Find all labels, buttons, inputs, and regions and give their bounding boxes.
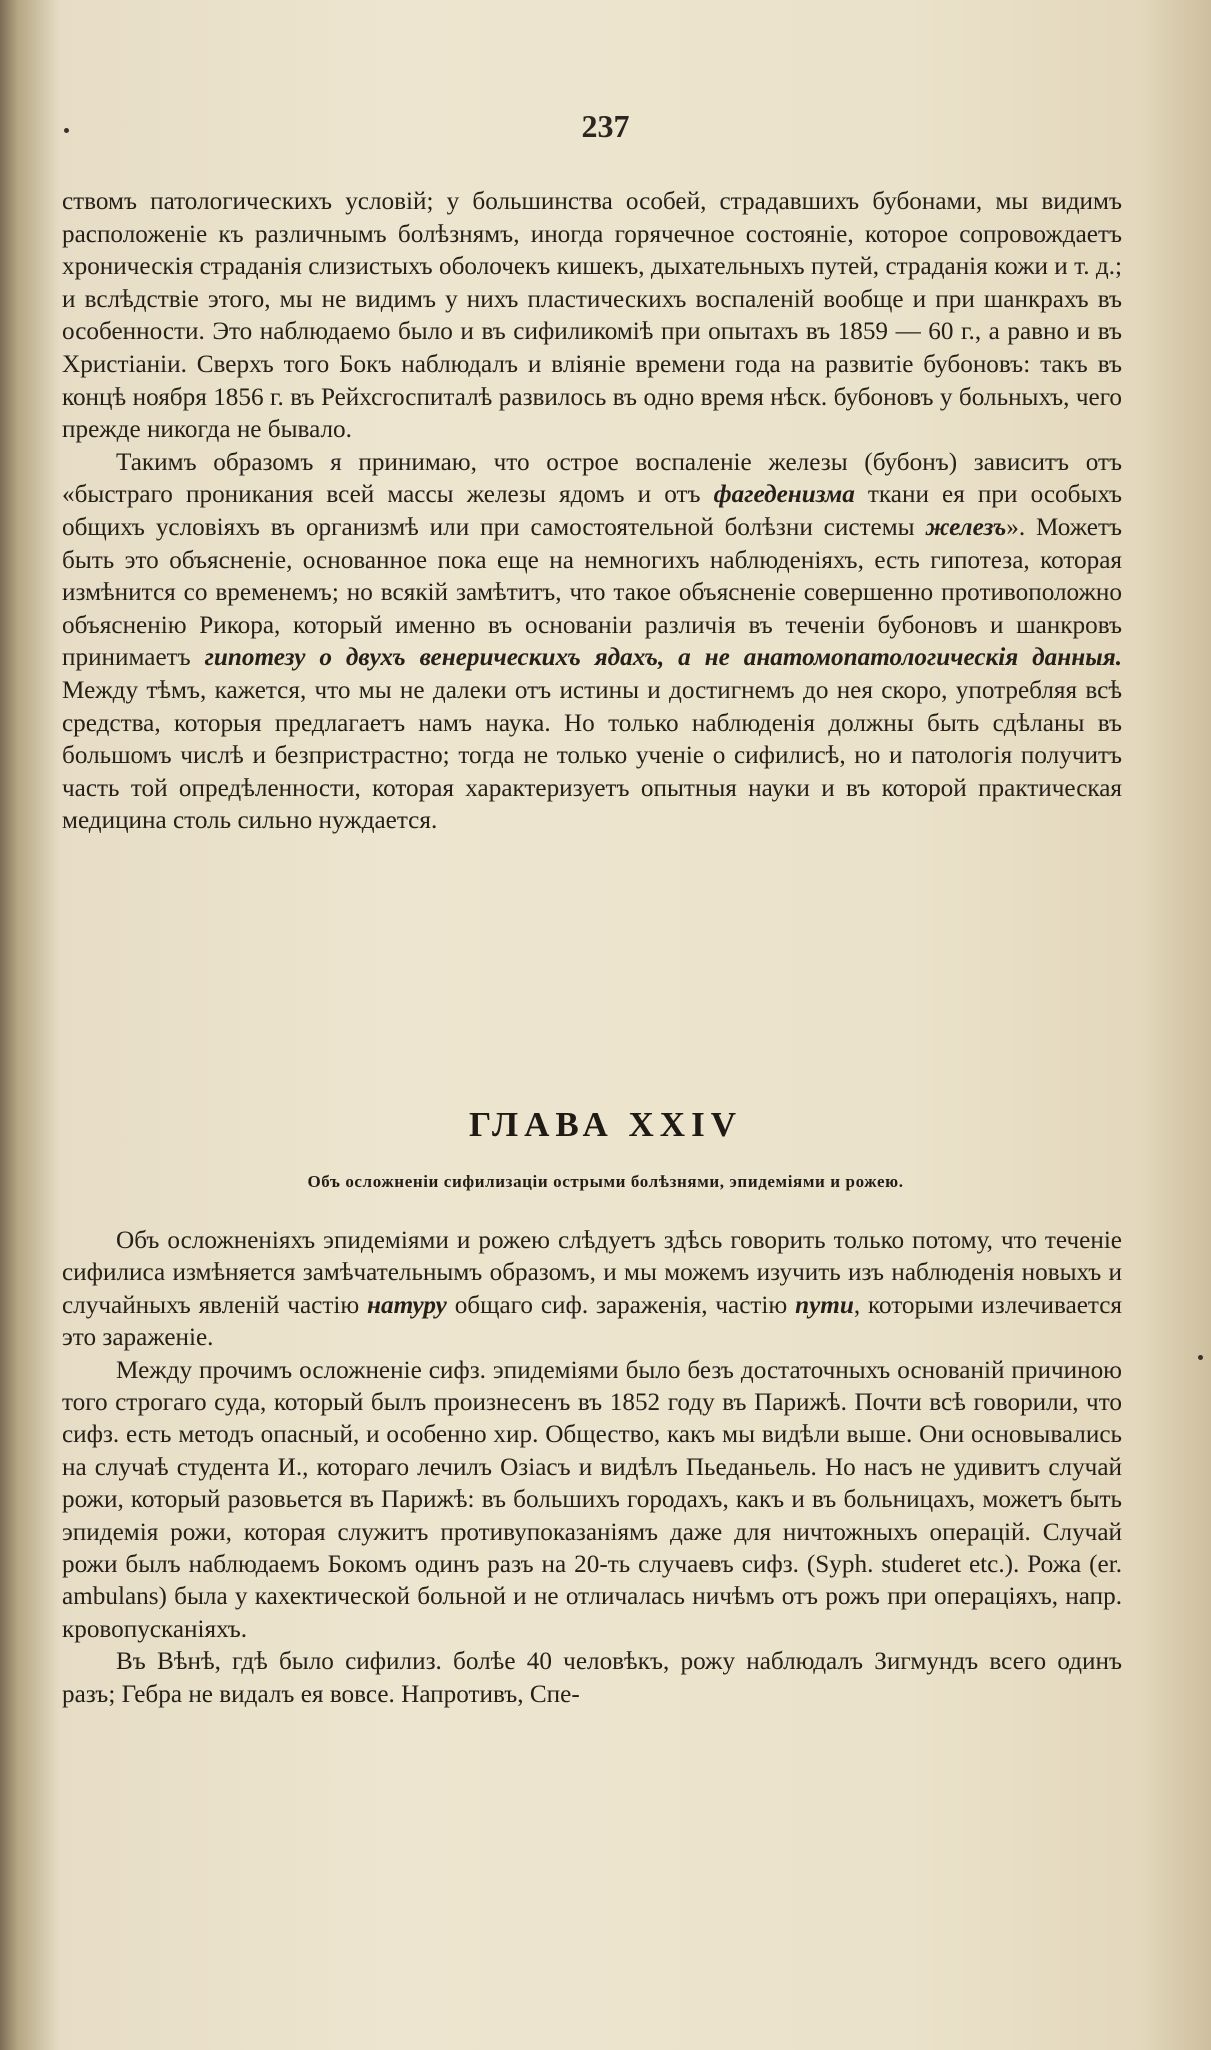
text-run: общаго сиф. зараженія, частію xyxy=(446,1291,796,1319)
paragraph xyxy=(62,186,1122,447)
chapter-subtitle: Объ осложненіи сифилизаціи острыми болѣзнями, эпидеміями и рожею. xyxy=(307,1172,904,1191)
text-block-top xyxy=(62,186,1122,838)
emphasis-text: натуру xyxy=(367,1291,447,1319)
paragraph xyxy=(62,1355,1122,1647)
chapter-title: ГЛАВА XXIV xyxy=(469,1105,742,1144)
paragraph xyxy=(62,1225,1122,1355)
text-run: Между прочимъ осложненіе сифз. эпидеміями было безъ достаточныхъ основаній причиною того строгаго суда, который былъ произнесенъ въ 1852 году въ Парижѣ. Почти всѣ говорили, что сифз. есть методъ опасный, и особенно хир. Общество, какъ мы видѣли выше. Они основывались на случаѣ студента И., котораго лечилъ Озіасъ и видѣлъ Пьеданьель. Но насъ не удивитъ случай рожи, который разовьется въ Парижѣ: въ большихъ городахъ, какъ и въ больницахъ, можетъ быть эпидемія рожи, которая служитъ противупоказаніямъ даже для ничтожныхъ операцій. Случай рожи былъ наблюдаемъ Бокомъ одинъ разъ на 20-ть случаевъ сифз. (Syph. studeret etc.). Рожа (er. ambulans) была у кахектической больной и не отличалась ничѣмъ отъ рожъ при операціяхъ, напр. кровопусканіяхъ. xyxy=(62,1356,1122,1643)
text-run: , которыми излечивается это зараженіе. xyxy=(62,1291,1123,1352)
text-run: Такимъ образомъ я принимаю, что острое воспаленіе железы (бубонъ) зависитъ отъ «быстраго проникания всей массы железы ядомъ и отъ xyxy=(62,448,1122,509)
page-number: 237 xyxy=(581,108,630,144)
paragraph xyxy=(62,1646,1122,1711)
paragraph xyxy=(62,447,1122,838)
text-run: Въ Вѣнѣ, гдѣ было сифилиз. болѣе 40 человѣкъ, рожу наблюдалъ Зигмундъ всего одинъ разъ; Гебра не видалъ ея вовсе. Напротивъ, Спе- xyxy=(62,1648,1122,1708)
text-block-bottom xyxy=(62,1225,1122,1711)
text-run: ствомъ патологическихъ условій; у большинства особей, страдавшихъ бубонами, мы видимъ расположеніе къ различнымъ болѣзнямъ, иногда горячечное состояніе, которое сопровождаетъ хроническія страданія слизистыхъ оболочекъ кишекъ, дыхательныхъ путей, страданія кожи и т. д.; и вслѣдствіе этого, мы не видимъ у нихъ пластическихъ воспаленій вообще и при шанкрахъ въ особенности. Это наблюдаемо было и въ сифиликоміѣ при опытахъ въ 1859 — 60 г., а равно и въ Христіаніи. Сверхъ того Бокъ наблюдалъ и вліяніе времени года на развитіе бубоновъ: такъ въ концѣ ноября 1856 г. въ Рейхсгоспиталѣ развилось въ одно время нѣск. бубоновъ у больныхъ, чего прежде никогда не бывало. xyxy=(62,188,1122,444)
emphasis-text: гипотезу о двухъ венерическихъ ядахъ, а не анатомопатологическія данныя. xyxy=(204,644,1122,672)
margin-mark xyxy=(1198,1355,1203,1360)
text-run: ». Можетъ быть это объясненіе, основанное пока еще на немногихъ наблюденіяхъ, есть гипотеза, которая измѣнится со временемъ; но всякій замѣтитъ, что такое объясненіе совершенно противоположно объясненію Рикора, который именно въ основаніи различія въ теченіи бубоновъ и шанкровъ принимаетъ xyxy=(62,513,1123,672)
text-run: Объ осложненіяхъ эпидеміями и рожею слѣдуетъ здѣсь говорить только потому, что теченіе сифилиса измѣняется замѣчательнымъ образомъ, и мы можемъ изучить изъ наблюденія новыхъ и случайныхъ явленій частію xyxy=(62,1227,1122,1319)
emphasis-text: фагеденизма xyxy=(713,481,855,509)
emphasis-text: пути xyxy=(795,1291,854,1319)
margin-mark xyxy=(64,128,69,133)
emphasis-text: железъ xyxy=(925,513,1007,541)
text-run: Между тѣмъ, кажется, что мы не далеки отъ истины и достигнемъ до нея скоро, употребляя всѣ средства, которыя предлагаетъ намъ наука. Но только наблюденія должны быть сдѣланы въ большомъ числѣ и безпристрастно; тогда не только ученіе о сифилисѣ, но и патологія получитъ часть той опредѣленности, которая характеризуетъ опытныя науки и въ которой практическая медицина столь сильно нуждается. xyxy=(62,676,1122,835)
text-run: ткани ея при особыхъ общихъ условіяхъ въ организмѣ или при самостоятельной болѣзни системы xyxy=(62,481,1122,541)
